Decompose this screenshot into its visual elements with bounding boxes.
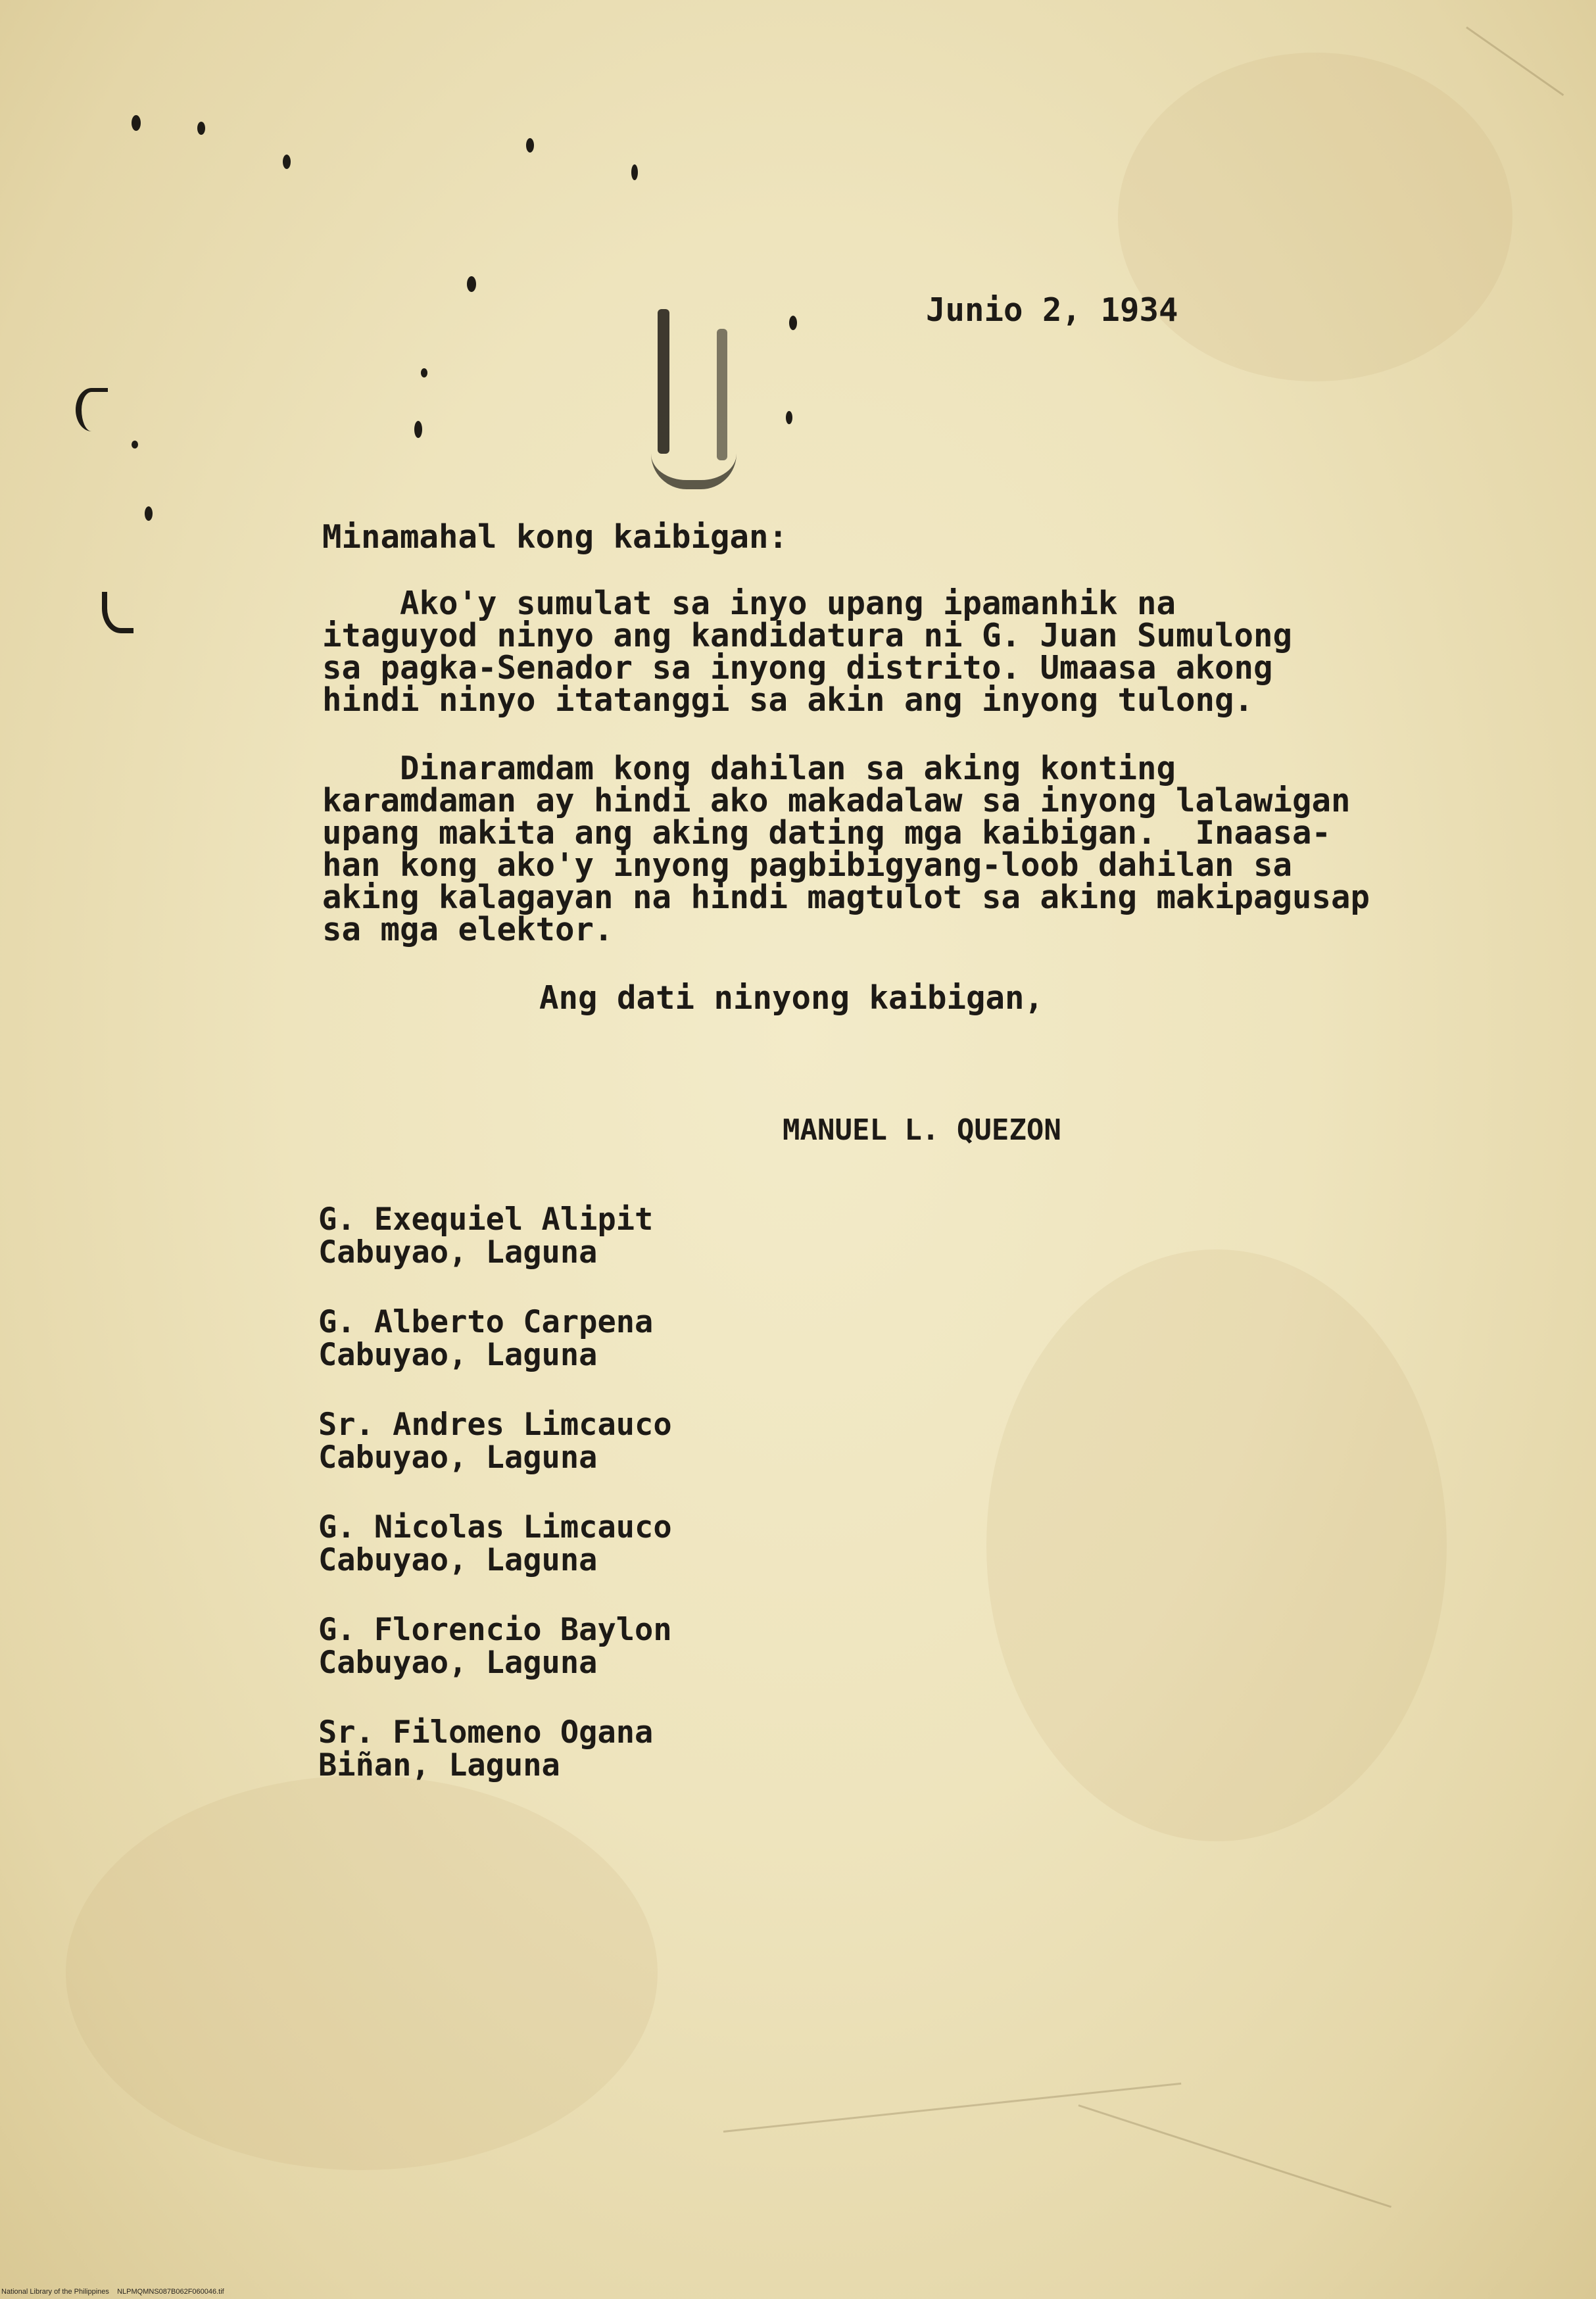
paragraph-line: Dinaramdam kong dahilan sa aking konting [322, 750, 1176, 787]
letter-date: Junio 2, 1934 [926, 291, 1178, 329]
paper-crease [723, 2083, 1181, 2133]
ink-blot [283, 155, 291, 169]
paragraph-line: karamdaman ay hindi ako makadalaw sa inyong lalawigan [322, 782, 1351, 819]
signature-name: MANUEL L. QUEZON [783, 1113, 1061, 1147]
recipient-item [318, 1614, 672, 1680]
paper-stain [66, 1776, 658, 2170]
ink-blot [76, 388, 108, 431]
paragraph-line: sa mga elektor. [322, 911, 614, 948]
ink-blot [421, 368, 427, 377]
recipient-place: Biñan, Laguna [318, 1747, 560, 1783]
paragraph-line: Ako'y sumulat sa inyo upang ipamanhik na [322, 585, 1176, 622]
recipient-place: Cabuyao, Laguna [318, 1542, 598, 1578]
recipient-place: Cabuyao, Laguna [318, 1234, 598, 1270]
paragraph-line: sa pagka-Senador sa inyong distrito. Umaasa akong [322, 649, 1273, 687]
recipient-name: G. Alberto Carpena [318, 1304, 654, 1340]
recipient-place: Cabuyao, Laguna [318, 1440, 598, 1476]
body-paragraph-2 [322, 752, 1370, 946]
recipient-name: G. Florencio Baylon [318, 1612, 672, 1648]
paper-crease [1078, 2104, 1391, 2208]
recipient-name: G. Nicolas Limcauco [318, 1509, 672, 1545]
ink-blot [197, 122, 205, 135]
ink-blot [132, 441, 138, 448]
recipient-name: G. Exequiel Alipit [318, 1201, 654, 1238]
ink-blot [526, 138, 534, 153]
recipient-item [318, 1306, 672, 1372]
paragraph-line: aking kalagayan na hindi magtulot sa aking makipagusap [322, 879, 1370, 916]
staple-mark [651, 454, 737, 489]
paper-stain [1118, 53, 1512, 381]
closing: Ang dati ninyong kaibigan, [539, 979, 1044, 1017]
recipient-place: Cabuyao, Laguna [318, 1645, 598, 1681]
paragraph-line: hindi ninyo itatanggi sa akin ang inyong tulong. [322, 681, 1254, 719]
recipient-place: Cabuyao, Laguna [318, 1337, 598, 1373]
archive-footer: National Library of the Philippines NLPMQMNS087B062F060046.tif [1, 2288, 224, 2296]
recipient-item [318, 1716, 672, 1782]
recipient-name: Sr. Filomeno Ogana [318, 1714, 654, 1751]
recipient-name: Sr. Andres Limcauco [318, 1407, 672, 1443]
recipient-item [318, 1203, 672, 1269]
paragraph-line: han kong ako'y inyong pagbibigyang-loob dahilan sa [322, 846, 1293, 884]
paper-crease [1466, 26, 1564, 96]
body-paragraph-1 [322, 585, 1293, 719]
ink-blot [102, 592, 133, 633]
paragraph-line: upang makita ang aking dating mga kaibigan. Inaasa- [322, 814, 1332, 852]
paper-stain [986, 1249, 1447, 1841]
staple-mark [658, 309, 669, 454]
recipient-item [318, 1409, 672, 1474]
ink-blot [414, 421, 422, 438]
ink-blot [145, 506, 153, 521]
paragraph-line: itaguyod ninyo ang kandidatura ni G. Juan Sumulong [322, 617, 1293, 654]
ink-blot [467, 276, 476, 292]
ink-blot [631, 164, 638, 180]
salutation: Minamahal kong kaibigan: [322, 518, 788, 556]
recipient-list [318, 1203, 672, 1819]
recipient-item [318, 1511, 672, 1577]
ink-blot [786, 411, 792, 424]
staple-mark [717, 329, 727, 460]
ink-blot [132, 115, 141, 131]
ink-blot [789, 316, 797, 330]
